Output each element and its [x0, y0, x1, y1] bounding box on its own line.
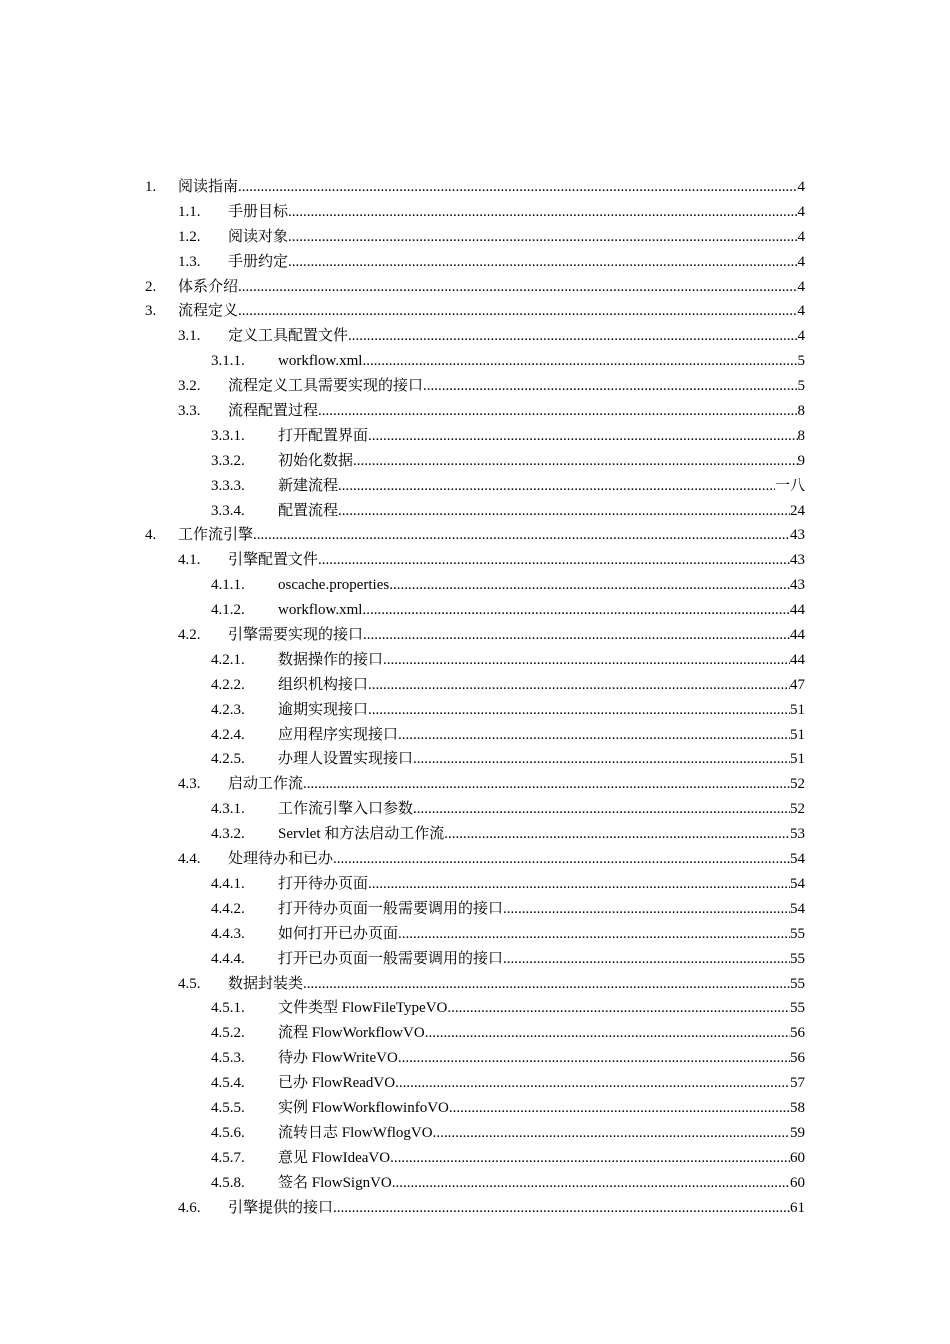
toc-entry-page-number: 55 — [790, 925, 805, 942]
toc-entry-number: 4.2.3. — [211, 701, 245, 718]
toc-entry[interactable] — [0, 225, 950, 250]
toc-entry-title: 如何打开已办页面 — [278, 925, 399, 942]
toc-entry-number: 4.5. — [178, 975, 201, 992]
toc-entry-number: 4.5.8. — [211, 1174, 245, 1191]
toc-entry[interactable] — [0, 872, 950, 897]
toc-dot-leader — [503, 897, 790, 922]
toc-dot-leader — [368, 872, 790, 897]
toc-entry-line — [278, 1021, 805, 1046]
toc-entry-number: 1.3. — [178, 253, 201, 270]
toc-entry-line — [278, 573, 805, 598]
toc-entry-title: 初始化数据 — [278, 452, 354, 469]
toc-entry[interactable] — [0, 1046, 950, 1071]
toc-entry-title: 数据封装类 — [228, 975, 304, 992]
toc-entry-line — [228, 623, 805, 648]
toc-dot-leader — [444, 822, 790, 847]
toc-entry[interactable] — [0, 1121, 950, 1146]
toc-entry[interactable] — [0, 797, 950, 822]
toc-entry-title: 阅读指南 — [178, 179, 239, 195]
toc-entry-page-number: 43 — [790, 577, 805, 594]
toc-entry-number: 3.2. — [178, 378, 201, 395]
toc-entry-title: 数据操作的接口 — [278, 651, 384, 668]
toc-entry-title: 手册目标 — [228, 203, 289, 220]
toc-entry[interactable] — [0, 175, 950, 200]
toc-dot-leader — [353, 449, 797, 474]
toc-entry-line — [278, 1146, 805, 1171]
toc-entry-title: 体系介绍 — [178, 278, 239, 295]
toc-entry-line — [228, 548, 805, 573]
toc-entry[interactable] — [0, 299, 950, 324]
toc-dot-leader — [413, 747, 790, 772]
toc-entry-title: 待办 FlowWriteVO — [278, 1050, 398, 1067]
toc-entry-page-number: 4 — [797, 203, 805, 220]
toc-entry-number: 4.5.4. — [211, 1075, 245, 1092]
toc-entry-title: 工作流引擎 — [178, 527, 254, 544]
toc-entry-number: 4.3.2. — [211, 826, 245, 843]
toc-entry-line — [228, 399, 805, 424]
toc-entry-line — [228, 250, 805, 275]
toc-entry-line — [278, 698, 805, 723]
toc-dot-leader — [338, 474, 775, 499]
toc-entry-number: 1. — [145, 179, 157, 195]
toc-entry-number: 4.4.4. — [211, 950, 245, 967]
toc-entry-page-number: 44 — [790, 651, 805, 668]
toc-entry-page-number: 52 — [790, 801, 805, 818]
toc-entry-line — [278, 1071, 805, 1096]
toc-entry-title: workflow.xml — [278, 353, 363, 370]
toc-entry-title: 流转日志 FlowWflogVO — [278, 1124, 433, 1141]
toc-entry-line — [278, 349, 805, 374]
toc-entry[interactable] — [0, 275, 950, 300]
toc-entry[interactable] — [0, 598, 950, 623]
toc-entry-title: 流程定义工具需要实现的接口 — [228, 378, 424, 395]
toc-entry-line — [278, 996, 805, 1021]
toc-dot-leader — [398, 922, 790, 947]
toc-entry[interactable] — [0, 922, 950, 947]
toc-entry-number: 4.5.7. — [211, 1149, 245, 1166]
toc-entry-line — [278, 822, 805, 847]
toc-entry-title: 配置流程 — [278, 502, 339, 519]
toc-entry-line — [278, 648, 805, 673]
toc-dot-leader — [425, 1021, 790, 1046]
toc-entry-title: 办理人设置实现接口 — [278, 751, 414, 768]
toc-entry-title: 打开配置界面 — [278, 427, 369, 444]
toc-dot-leader — [318, 399, 797, 424]
toc-dot-leader — [390, 1146, 790, 1171]
toc-dot-leader — [288, 250, 797, 275]
toc-dot-leader — [423, 374, 797, 399]
toc-dot-leader — [368, 424, 797, 449]
toc-entry-line — [278, 723, 805, 748]
toc-entry[interactable] — [0, 947, 950, 972]
toc-entry-title: 意见 FlowIdeaVO — [278, 1149, 391, 1166]
toc-entry-page-number: 4 — [797, 303, 805, 320]
toc-entry-page-number: 9 — [797, 452, 805, 469]
toc-entry-line — [228, 324, 805, 349]
toc-entry-title: 新建流程 — [278, 477, 339, 494]
toc-dot-leader — [363, 623, 790, 648]
toc-entry-page-number: 43 — [790, 552, 805, 569]
toc-entry[interactable] — [0, 399, 950, 424]
toc-dot-leader — [238, 175, 797, 200]
toc-dot-leader — [238, 299, 797, 324]
toc-entry-line — [278, 449, 805, 474]
toc-entry-page-number: 54 — [790, 851, 805, 868]
toc-entry-title: 阅读对象 — [228, 228, 289, 245]
toc-entry[interactable] — [0, 200, 950, 225]
toc-dot-leader — [398, 1046, 790, 1071]
toc-entry-title: 手册约定 — [228, 253, 289, 270]
toc-entry-page-number: 61 — [790, 1199, 805, 1216]
toc-entry-line — [228, 200, 805, 225]
toc-entry-number: 3.3.1. — [211, 427, 245, 444]
toc-entry-number: 2. — [145, 278, 157, 295]
toc-entry-line — [228, 1196, 805, 1221]
toc-entry-page-number: 4 — [797, 228, 805, 245]
toc-dot-leader — [348, 324, 797, 349]
toc-entry-title: 实例 FlowWorkflowinfoVO — [278, 1099, 449, 1116]
toc-entry[interactable] — [0, 897, 950, 922]
toc-dot-leader — [413, 797, 790, 822]
toc-entry-page-number: 一八 — [774, 477, 805, 494]
toc-entry-number: 4.2. — [178, 627, 201, 644]
toc-entry-page-number: 56 — [790, 1025, 805, 1042]
toc-entry[interactable] — [0, 250, 950, 275]
toc-entry-number: 4.5.6. — [211, 1124, 245, 1141]
toc-entry-number: 4.1. — [178, 552, 201, 569]
toc-entry-number: 4.1.1. — [211, 577, 245, 594]
toc-entry-line — [228, 225, 805, 250]
toc-entry-title: 流程 FlowWorkflowVO — [278, 1025, 425, 1042]
toc-entry-number: 4.5.2. — [211, 1025, 245, 1042]
toc-entry[interactable] — [0, 623, 950, 648]
toc-entry-title: workflow.xml — [278, 602, 363, 619]
toc-entry-page-number: 60 — [790, 1149, 805, 1166]
toc-entry[interactable] — [0, 723, 950, 748]
toc-dot-leader — [447, 996, 790, 1021]
toc-entry-title: 签名 FlowSignVO — [278, 1174, 392, 1191]
toc-dot-leader — [383, 648, 790, 673]
toc-entry-title: 引擎需要实现的接口 — [228, 627, 364, 644]
toc-dot-leader — [392, 1171, 790, 1196]
toc-dot-leader — [238, 275, 797, 300]
toc-entry[interactable] — [0, 822, 950, 847]
toc-entry-line — [278, 598, 805, 623]
toc-entry-title: 打开待办页面 — [278, 875, 369, 892]
toc-entry[interactable] — [0, 1146, 950, 1171]
toc-entry-line — [278, 673, 805, 698]
toc-dot-leader — [288, 225, 797, 250]
toc-entry-page-number: 56 — [790, 1050, 805, 1067]
toc-entry-number: 4.5.1. — [211, 1000, 245, 1017]
toc-entry-page-number: 44 — [790, 602, 805, 619]
toc-entry-number: 3.1.1. — [211, 353, 245, 370]
toc-entry-page-number: 51 — [790, 726, 805, 743]
toc-entry-page-number: 59 — [790, 1124, 805, 1141]
toc-entry-number: 4.4.3. — [211, 925, 245, 942]
toc-entry-line — [278, 797, 805, 822]
toc-entry[interactable] — [0, 772, 950, 797]
toc-entry-line — [228, 847, 805, 872]
toc-entry[interactable] — [0, 972, 950, 997]
toc-entry-number: 3.3.3. — [211, 477, 245, 494]
toc-entry-line — [178, 275, 805, 300]
toc-entry-page-number: 60 — [790, 1174, 805, 1191]
toc-dot-leader — [362, 598, 790, 623]
toc-dot-leader — [288, 200, 797, 225]
toc-entry[interactable] — [0, 573, 950, 598]
toc-entry-number: 1.1. — [178, 203, 201, 220]
toc-dot-leader — [338, 499, 790, 524]
toc-entry-page-number: 43 — [790, 527, 805, 544]
toc-entry-title: 引擎配置文件 — [228, 552, 319, 569]
toc-entry[interactable] — [0, 1071, 950, 1096]
toc-entry[interactable] — [0, 1096, 950, 1121]
toc-entry-line — [278, 872, 805, 897]
toc-dot-leader — [362, 349, 797, 374]
toc-entry-number: 3.1. — [178, 328, 201, 345]
toc-entry-page-number: 4 — [797, 278, 805, 295]
toc-entry-title: 定义工具配置文件 — [228, 328, 349, 345]
toc-entry-number: 4.2.1. — [211, 651, 245, 668]
toc-dot-leader — [333, 847, 790, 872]
toc-entry-number: 1.2. — [178, 228, 201, 245]
toc-entry-number: 3. — [145, 303, 157, 320]
toc-entry-line — [278, 922, 805, 947]
toc-entry-line — [178, 175, 805, 200]
toc-dot-leader — [449, 1096, 790, 1121]
toc-entry[interactable] — [0, 349, 950, 374]
toc-entry[interactable] — [0, 1021, 950, 1046]
toc-entry-page-number: 55 — [790, 1000, 805, 1017]
toc-entry-number: 4.5.5. — [211, 1099, 245, 1116]
toc-entry-title: 应用程序实现接口 — [278, 726, 399, 743]
toc-dot-leader — [253, 523, 790, 548]
toc-entry-page-number: 4 — [797, 179, 805, 195]
table-of-contents — [0, 175, 950, 1220]
toc-entry-title: 文件类型 FlowFileTypeVO — [278, 1000, 448, 1017]
toc-entry-title: 已办 FlowReadVO — [278, 1075, 396, 1092]
toc-entry[interactable] — [0, 648, 950, 673]
toc-entry-number: 4.5.3. — [211, 1050, 245, 1067]
toc-dot-leader — [398, 723, 790, 748]
toc-entry-page-number: 47 — [790, 676, 805, 693]
toc-entry[interactable] — [0, 548, 950, 573]
toc-entry-page-number: 57 — [790, 1075, 805, 1092]
toc-entry-number: 4.3. — [178, 776, 201, 793]
toc-dot-leader — [395, 1071, 790, 1096]
toc-entry-page-number: 52 — [790, 776, 805, 793]
toc-dot-leader — [333, 1196, 790, 1221]
toc-entry-line — [228, 972, 805, 997]
toc-entry-title: Servlet 和方法启动工作流 — [278, 826, 445, 843]
toc-entry-title: 流程配置过程 — [228, 403, 319, 420]
toc-entry-title: 逾期实现接口 — [278, 701, 369, 718]
toc-entry-line — [278, 1121, 805, 1146]
toc-entry-line — [178, 299, 805, 324]
toc-entry-number: 4.2.4. — [211, 726, 245, 743]
toc-entry-line — [178, 523, 805, 548]
toc-entry-page-number: 4 — [797, 253, 805, 270]
toc-entry-number: 4.2.2. — [211, 676, 245, 693]
toc-entry-page-number: 5 — [797, 353, 805, 370]
toc-entry-number: 4.1.2. — [211, 602, 245, 619]
toc-dot-leader — [389, 573, 790, 598]
toc-dot-leader — [303, 972, 790, 997]
toc-entry-page-number: 51 — [790, 751, 805, 768]
toc-entry-title: 引擎提供的接口 — [228, 1199, 334, 1216]
toc-entry-title: 打开待办页面一般需要调用的接口 — [278, 900, 504, 917]
toc-entry[interactable] — [0, 424, 950, 449]
toc-entry-number: 3.3. — [178, 403, 201, 420]
toc-dot-leader — [503, 947, 790, 972]
toc-entry-number: 4.4.2. — [211, 900, 245, 917]
toc-entry-page-number: 24 — [790, 502, 805, 519]
toc-entry[interactable] — [0, 1196, 950, 1221]
toc-entry-number: 4. — [145, 527, 157, 544]
toc-entry-line — [278, 1096, 805, 1121]
toc-entry-number: 3.3.4. — [211, 502, 245, 519]
toc-entry-number: 4.4.1. — [211, 875, 245, 892]
toc-entry-line — [278, 474, 805, 499]
toc-entry-number: 4.4. — [178, 851, 201, 868]
toc-entry[interactable] — [0, 698, 950, 723]
toc-entry[interactable] — [0, 324, 950, 349]
toc-entry-page-number: 54 — [790, 875, 805, 892]
toc-entry[interactable] — [0, 1171, 950, 1196]
toc-entry-number: 4.6. — [178, 1199, 201, 1216]
toc-dot-leader — [433, 1121, 790, 1146]
toc-entry-page-number: 55 — [790, 950, 805, 967]
toc-entry-number: 3.3.2. — [211, 452, 245, 469]
toc-entry[interactable] — [0, 747, 950, 772]
toc-entry-line — [228, 374, 805, 399]
toc-entry[interactable] — [0, 499, 950, 524]
toc-entry[interactable] — [0, 474, 950, 499]
toc-entry-title: oscache.properties — [278, 577, 390, 594]
toc-entry-line — [278, 499, 805, 524]
toc-entry-line — [278, 747, 805, 772]
toc-entry[interactable] — [0, 374, 950, 399]
toc-entry-page-number: 4 — [797, 328, 805, 345]
toc-dot-leader — [303, 772, 790, 797]
toc-entry-page-number: 5 — [797, 378, 805, 395]
toc-entry[interactable] — [0, 449, 950, 474]
toc-dot-leader — [318, 548, 790, 573]
toc-entry[interactable] — [0, 847, 950, 872]
toc-entry-title: 组织机构接口 — [278, 676, 369, 693]
toc-entry[interactable] — [0, 673, 950, 698]
toc-entry-title: 流程定义 — [178, 303, 239, 320]
toc-entry-line — [278, 1171, 805, 1196]
toc-entry-title: 处理待办和已办 — [228, 851, 334, 868]
toc-entry-number: 4.3.1. — [211, 801, 245, 818]
toc-entry-line — [228, 772, 805, 797]
toc-entry-line — [278, 424, 805, 449]
toc-entry-page-number: 58 — [790, 1099, 805, 1116]
toc-entry-page-number: 8 — [797, 427, 805, 444]
toc-entry-line — [278, 947, 805, 972]
toc-entry-line — [278, 1046, 805, 1071]
toc-entry-title: 工作流引擎入口参数 — [278, 801, 414, 818]
toc-entry-page-number: 53 — [790, 826, 805, 843]
toc-entry-page-number: 8 — [797, 403, 805, 420]
toc-entry-page-number: 54 — [790, 900, 805, 917]
toc-entry-title: 打开已办页面一般需要调用的接口 — [278, 950, 504, 967]
toc-entry[interactable] — [0, 523, 950, 548]
toc-dot-leader — [368, 673, 790, 698]
toc-entry[interactable] — [0, 996, 950, 1021]
toc-entry-page-number: 51 — [790, 701, 805, 718]
toc-entry-line — [278, 897, 805, 922]
toc-entry-page-number: 44 — [790, 627, 805, 644]
toc-entry-page-number: 55 — [790, 975, 805, 992]
toc-dot-leader — [368, 698, 790, 723]
toc-entry-title: 启动工作流 — [228, 776, 304, 793]
toc-entry-number: 4.2.5. — [211, 751, 245, 768]
